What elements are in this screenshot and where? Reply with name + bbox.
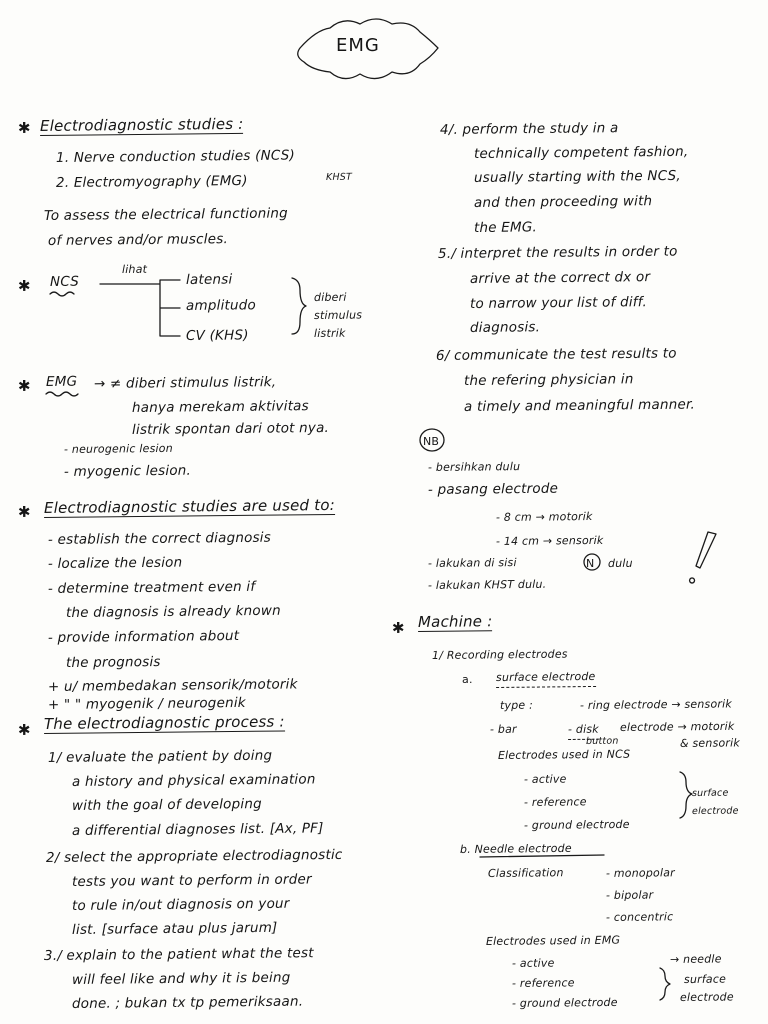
type-label: type :	[499, 698, 534, 712]
type-bar: - bar	[489, 722, 517, 736]
star-bullet: ✱	[17, 502, 31, 521]
used-to-provide-line2: the prognosis	[65, 654, 161, 671]
type-ring: - ring electrode → sensorik	[579, 697, 733, 712]
process-3-line3: done. ; bukan tx tp pemeriksaan.	[71, 993, 304, 1012]
ncs-branch-latency: latensi	[185, 271, 233, 288]
process-4-line2: technically competent fashion,	[473, 143, 689, 162]
emg-label: EMG	[45, 373, 78, 390]
nb-item-8cm: - 8 cm → motorik	[495, 509, 593, 524]
emg-desc-line2: hanya merekam aktivitas	[131, 398, 309, 416]
ncs-branch-amplitude: amplitudo	[185, 297, 257, 314]
classification-label: Classification	[487, 866, 564, 880]
machine-item-a: a.	[462, 673, 473, 686]
ncs-side-note3: listrik	[313, 326, 346, 340]
ncs-label: NCS	[49, 273, 80, 290]
star-bullet: ✱	[17, 376, 31, 395]
classification-monopolar: - monopolar	[605, 866, 675, 880]
classification-concentric: - concentric	[605, 910, 674, 924]
ncs-electrodes-brace	[680, 772, 692, 818]
emg-electrode-active: - active	[511, 956, 555, 970]
process-6-line1: 6/ communicate the test results to	[435, 345, 677, 364]
ncs-brace-surface: surface	[691, 787, 729, 799]
ncs-right-brace	[292, 278, 306, 334]
ncs-electrode-ground: - ground electrode	[523, 817, 630, 832]
ncs-side-note2: stimulus	[313, 308, 363, 322]
nb-badge: NB	[423, 435, 440, 448]
used-to-provide-line1: - provide information about	[47, 627, 240, 646]
star-bullet: ✱	[17, 118, 31, 137]
exclamation-mark	[690, 532, 716, 583]
process-6-line3: a timely and meaningful manner.	[463, 396, 696, 415]
used-to-myo-neuro: + " " myogenik / neurogenik	[47, 694, 246, 713]
machine-recording-electrodes: 1/ Recording electrodes	[431, 647, 568, 662]
emg-electrode-reference: - reference	[511, 976, 575, 990]
emg-desc-line3: listrik spontan dari otot nya.	[131, 419, 330, 438]
ncs-electrode-reference: - reference	[523, 795, 587, 809]
emg-squiggle	[46, 392, 78, 396]
needle-electrode-heading: b. Needle electrode	[459, 841, 572, 856]
process-4-line5: the EMG.	[473, 219, 538, 236]
process-6-line2: the refering physician in	[463, 371, 634, 389]
ncs-electrode-active: - active	[523, 772, 567, 786]
emg-desc-line1: → ≠ diberi stimulus listrik,	[93, 374, 277, 392]
process-2-line3: to rule in/out diagnosis on your	[71, 895, 290, 914]
ncs-lihat: lihat	[121, 262, 148, 276]
process-5-line4: diagnosis.	[469, 319, 541, 336]
emg-surface-label1: surface	[683, 972, 727, 986]
emg-electrodes-heading: Electrodes used in EMG	[485, 933, 621, 948]
page-title: EMG	[336, 35, 380, 56]
nb-item-clean: - bersihkan dulu	[427, 460, 521, 474]
type-bar-disk: - disk	[568, 722, 599, 740]
type-bar-sensorik: & sensorik	[679, 736, 741, 750]
studies-item-ncs: 1. Nerve conduction studies (NCS)	[55, 147, 296, 166]
emg-surface-label2: electrode	[679, 990, 734, 1004]
process-2-line2: tests you want to perform in order	[71, 871, 312, 890]
emg-electrode-ground: - ground electrode	[511, 995, 618, 1010]
n-circle	[584, 554, 600, 570]
ncs-electrodes-heading: Electrodes used in NCS	[497, 747, 631, 762]
process-4-line1: 4/. perform the study in a	[439, 120, 619, 138]
process-4-line3: usually starting with the NCS,	[473, 167, 681, 186]
emg-lesion-myogenic: - myogenic lesion.	[63, 462, 192, 480]
type-bar-button: button	[585, 735, 619, 747]
ncs-brace-electrode: electrode	[691, 805, 739, 817]
assess-text-line2: of nerves and/or muscles.	[47, 231, 229, 249]
section-heading-machine: Machine :	[417, 612, 493, 631]
used-to-sensory-motor: + u/ membedakan sensorik/motorik	[47, 676, 298, 695]
process-1-line1: 1/ evaluate the patient by doing	[47, 747, 273, 766]
emg-electrodes-brace	[660, 968, 670, 1000]
needle-heading-underline	[480, 855, 604, 857]
section-heading-studies: Electrodiagnostic studies :	[39, 114, 244, 135]
khst-note: KHST	[325, 171, 353, 183]
process-5-line3: to narrow your list of diff.	[469, 294, 647, 312]
ncs-branch-cv: CV (KHS)	[185, 327, 249, 344]
ncs-side-note1: diberi	[313, 290, 347, 304]
ncs-tree-lines	[100, 280, 180, 336]
assess-text-line1: To assess the electrical functioning	[43, 205, 288, 224]
process-3-line1: 3./ explain to the patient what the test	[43, 945, 314, 964]
nb-item-electrode: - pasang electrode	[427, 480, 559, 498]
nb-item-khst: - lakukan KHST dulu.	[427, 577, 547, 592]
process-2-line1: 2/ select the appropriate electrodiagnostic	[45, 846, 343, 866]
ncs-squiggle	[50, 292, 74, 296]
emg-needle-label: → needle	[669, 952, 722, 966]
process-1-line2: a history and physical examination	[71, 771, 316, 790]
used-to-determine-line1: - determine treatment even if	[47, 578, 256, 597]
section-heading-process: The electrodiagnostic process :	[43, 712, 285, 733]
process-3-line2: will feel like and why it is being	[71, 969, 291, 988]
process-4-line4: and then proceeding with	[473, 193, 653, 211]
studies-item-emg: 2. Electromyography (EMG)	[55, 172, 248, 191]
process-2-line4: list. [surface atau plus jarum]	[71, 919, 278, 938]
used-to-establish: - establish the correct diagnosis	[47, 529, 272, 548]
type-bar-electrode: electrode → motorik	[619, 719, 735, 734]
nb-item-14cm: - 14 cm → sensorik	[495, 533, 604, 548]
surface-electrode-heading: surface electrode	[496, 669, 596, 688]
process-1-line4: a differential diagnoses list. [Ax, PF]	[71, 820, 324, 839]
nb-item-side-part2: dulu	[607, 556, 633, 570]
star-bullet: ✱	[17, 720, 31, 739]
star-bullet: ✱	[391, 618, 405, 637]
used-to-localize: - localize the lesion	[47, 554, 183, 572]
process-5-line1: 5./ interpret the results in order to	[437, 243, 678, 262]
star-bullet: ✱	[17, 276, 31, 295]
classification-bipolar: - bipolar	[605, 888, 654, 902]
emg-lesion-neurogenic: - neurogenic lesion	[63, 441, 173, 456]
nb-item-side-n: N	[586, 557, 595, 570]
used-to-determine-line2: the diagnosis is already known	[65, 602, 281, 621]
section-heading-used-to: Electrodiagnostic studies are used to:	[43, 495, 336, 517]
process-5-line2: arrive at the correct dx or	[469, 269, 651, 287]
nb-circle	[420, 429, 444, 451]
nb-item-side-part1: - lakukan di sisi	[427, 556, 517, 570]
process-1-line3: with the goal of developing	[71, 796, 262, 814]
